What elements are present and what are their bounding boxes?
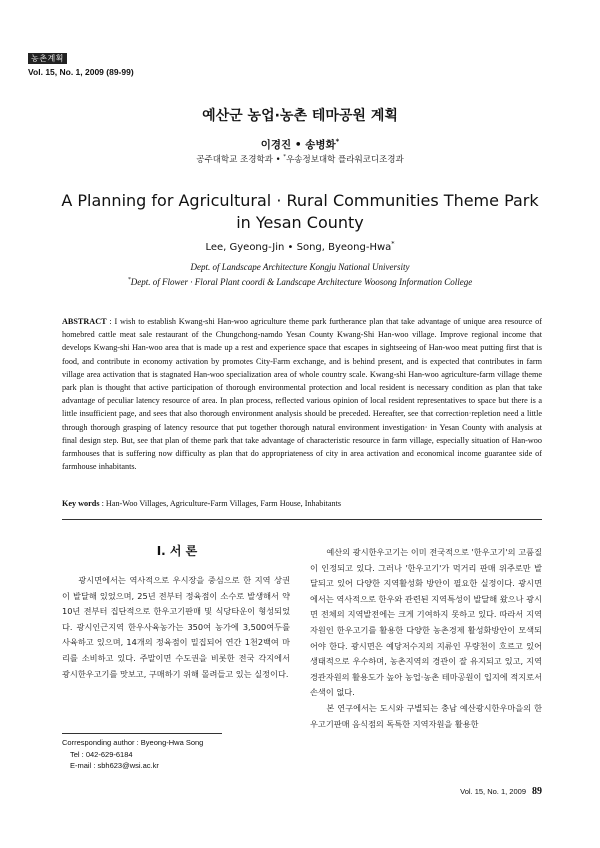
korean-authors: [0, 137, 600, 152]
page-number: 89: [532, 786, 542, 797]
korean-title: 예산군 농업·농촌 테마공원 계획: [202, 108, 398, 124]
english-affiliation-2-mark: *: [127, 277, 131, 283]
korean-affiliation-mark: *: [283, 154, 287, 161]
abstract-label: ABSTRACT: [62, 317, 107, 326]
correspondence-tel: Tel : 042-629-6184: [70, 749, 133, 759]
right-paragraph-1: 예산의 광시한우고기는 이미 전국적으로 '한우고기'의 고품질이 인정되고 있다. 그러나 '한우고기'가 먹거리 판매 위주로만 발달되고 있어 다양한 지역활성화 방안이 필요한 실정이다. 광시면에서는 역사적으로 한우와 관련된 지역특성이 발달해 왔으나 광시면 전체의 지역발전에는 크게 기여하지 못하고 있다. 따라서 지역자원인 한우고기를 활용한 다양한 농촌경제 활성화방안이 모색되어야 한다. 광시면은 예당저수지의 지류인 무량천이 흐르고 있어 생태적으로 우수하며, 농촌지역의 경관이 잘 유지되고 있고, 지역경관자원의 활용도가 높아 농업·농촌 테마공원이 입지에 적지로서 손색이 없다.: [310, 547, 542, 698]
keywords: [62, 499, 542, 508]
correspondence-email: E-mail : sbh623@wsi.ac.kr: [70, 761, 159, 770]
right-paragraph-2: 본 연구에서는 도시와 구별되는 충남 예산광시한우마을의 한우고기판매 음식점의 독특한 지역자원을 활용한: [310, 702, 542, 729]
section-heading: I. 서 론: [156, 544, 198, 558]
korean-authors-mark: *: [335, 137, 340, 146]
english-affiliation-2: [0, 277, 600, 287]
volume-line: Vol. 15, No. 1, 2009 (89-99): [28, 67, 134, 77]
body-right-column: [310, 545, 542, 732]
abstract-text: : I wish to establish Kwang-shi Han-woo agriculture theme park furtherance plan that take advantage of unique area resource of homebred cattle meat sale restaurant of the Chungchong-namdo Yesan County Kwang-Shi Han-woo village. Improve regional income that develops Kwang-shi Han-woo area that is made up a rest and experience space that escapes in sightseeing of Han-woo meat putting first that is food, and contribute in economy activation by promotes City-Farm exchange, and is behind present, and is expected that contributes in farm village area activation that is stagnated Han-woo specialization area of whole country scale. Kwang-shi Han-woo agriculture-farm village theme park plan is thought that active participation of thorough environmental protection and local resident is necessary condition as plan that take advantage of peculiar latency resource of area. In plan process, reflected various opinion of local resident representatives to space but there is a little insufficient page, and sees that also thorough environment analysis should be preceded. Hereafter, see that correction·repletion need a little through thorough grasping of latency resource that put together thorough natural environment investigation· in Yesan County with analysis at final design step. But, see that plan of theme park that take advantage of characteristic resource in farm village, especially situation of Han-woo farmhouses that is suffering now difficulty as plan that do appropriateness of city in area activation and economical income guarantee side of farmhouse inhabitants.: [62, 317, 542, 472]
correspondence-block: [62, 737, 203, 772]
english-title: [0, 190, 600, 234]
body-left-column: [62, 573, 290, 682]
keywords-divider: [62, 519, 542, 520]
abstract: [62, 315, 542, 473]
english-authors: [0, 239, 600, 253]
correspondence-divider: [62, 733, 222, 734]
english-authors-text: Lee, Gyeong-Jin • Song, Byeong-Hwa: [205, 242, 392, 253]
english-affiliation-2-text: Dept. of Flower · Floral Plant coordi & Landscape Architecture Woosong Information College: [130, 277, 473, 287]
page-footer: [460, 786, 542, 797]
korean-affiliation-2: 우송정보대학 플라워코디조경과: [286, 155, 404, 165]
correspondence-author: Corresponding author : Byeong-Hwa Song: [62, 738, 204, 747]
english-authors-mark: *: [391, 239, 395, 248]
english-affiliation-1: Dept. of Landscape Architecture Kongju National University: [190, 262, 410, 272]
journal-badge: 농촌계획: [28, 53, 67, 64]
english-title-line1: A Planning for Agricultural · Rural Communities Theme Park: [61, 191, 539, 210]
left-paragraph-1: 광시면에서는 역사적으로 우시장을 중심으로 한 지역 상권이 발달해 있었으며, 25년 전부터 정육점이 소수로 발생해서 약 10년 전부터 집단적으로 한우고기판매 및 식당타운이 형성되었다. 광시인근지역 한우사육농가는 350여 농가에 3,500여두를 사육하고 있으며, 14개의 정육점이 밀집되어 연간 1천2백여 마리를 소비하고 있다. 주말이면 수도권을 비롯한 전국 각지에서 광시한우고기를 맛보고, 구매하기 위해 몰려들고 있는 실정이다.: [62, 575, 290, 679]
korean-authors-text: 이경진 • 송병화: [260, 139, 336, 151]
korean-affiliation-1: 공주대학교 조경학과 •: [196, 155, 284, 165]
korean-affiliation: [0, 153, 600, 165]
footer-issue: Vol. 15, No. 1, 2009: [460, 787, 526, 796]
keywords-label: Key words: [62, 499, 100, 508]
english-title-line2: in Yesan County: [236, 213, 364, 232]
keywords-text: : Han-Woo Villages, Agriculture-Farm Villages, Farm House, Inhabitants: [99, 499, 342, 508]
